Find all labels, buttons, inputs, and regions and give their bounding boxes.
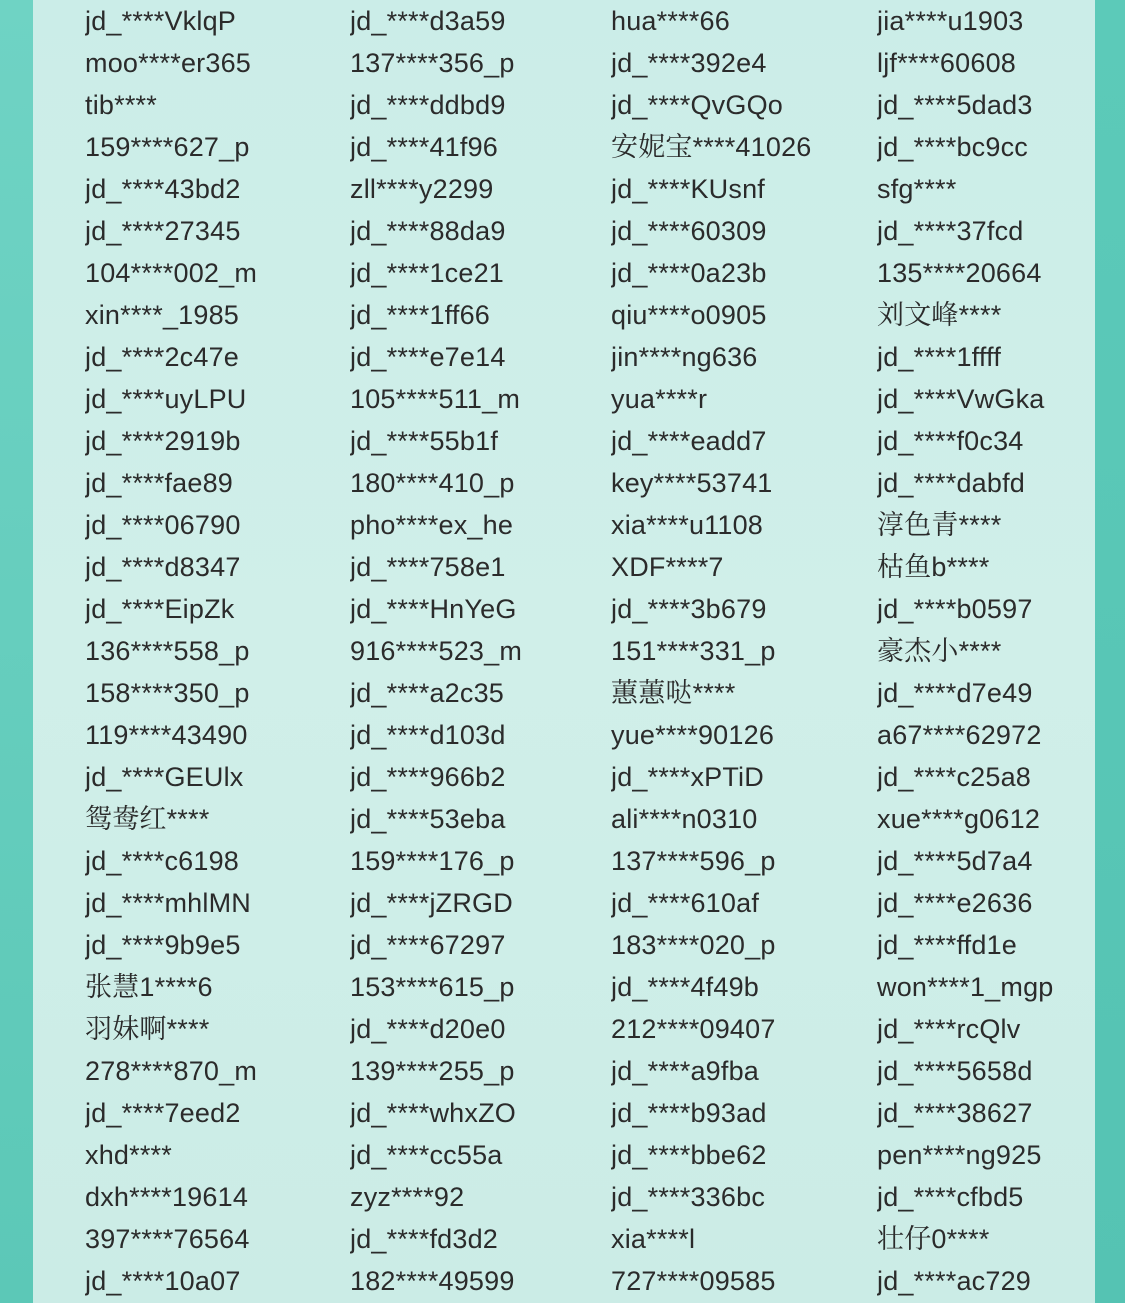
winner-name-cell: 727****09585 (611, 1266, 776, 1296)
winner-name-cell: jd_****mhlMN (85, 888, 251, 918)
winner-name-cell: jd_****27345 (85, 216, 241, 246)
winner-name-cell: jd_****jZRGD (350, 888, 513, 918)
winner-name-cell: jd_****06790 (85, 510, 241, 540)
winner-name-cell: jd_****d20e0 (350, 1014, 506, 1044)
winner-list-panel (33, 0, 1095, 1303)
winner-name-cell: jd_****38627 (877, 1098, 1033, 1128)
winner-name-cell: jd_****a2c35 (350, 678, 505, 708)
winner-name-cell: 羽妹啊**** (85, 1014, 210, 1044)
winner-name-cell: jd_****rcQlv (877, 1014, 1021, 1044)
winner-name-cell: 153****615_p (350, 972, 515, 1002)
winner-name-cell: xia****l (611, 1224, 696, 1254)
winner-name-cell: jd_****88da9 (350, 216, 506, 246)
winner-name-cell: xin****_1985 (85, 300, 240, 330)
winner-name-cell: jd_****ac729 (877, 1266, 1032, 1296)
winner-name-cell: jd_****9b9e5 (85, 930, 241, 960)
winner-name-cell: qiu****o0905 (611, 300, 767, 330)
winner-name-cell: 枯鱼b**** (877, 552, 990, 582)
winner-name-cell: jd_****d103d (350, 720, 506, 750)
winner-name-cell: won****1_mgp (877, 972, 1054, 1002)
winner-name-cell: jd_****VwGka (877, 384, 1045, 414)
winner-name-cell: jd_****ddbd9 (350, 90, 506, 120)
winner-name-cell: jd_****KUsnf (611, 174, 765, 204)
winner-name-cell: xue****g0612 (877, 804, 1041, 834)
winner-name-cell: jd_****bc9cc (877, 132, 1028, 162)
winner-name-cell: 105****511_m (350, 384, 521, 414)
winner-name-cell: 壮仔0**** (877, 1224, 990, 1254)
winner-name-cell: dxh****19614 (85, 1182, 249, 1212)
winner-name-cell: jd_****d8347 (85, 552, 241, 582)
winner-name-cell: jd_****a9fba (611, 1056, 760, 1086)
winner-name-cell: jd_****5d7a4 (877, 846, 1033, 876)
winner-name-cell: jd_****0a23b (611, 258, 767, 288)
winner-name-cell: jd_****758e1 (350, 552, 506, 582)
winner-name-cell: jd_****fae89 (85, 468, 234, 498)
winner-name-cell: 蕙蕙哒**** (611, 678, 736, 708)
winner-name-cell: jd_****cc55a (350, 1140, 503, 1170)
winner-name-cell: 158****350_p (85, 678, 250, 708)
winner-name-cell: xia****u1108 (611, 510, 764, 540)
winner-name-cell: jd_****b93ad (611, 1098, 767, 1128)
winner-name-cell: pho****ex_he (350, 510, 514, 540)
winner-name-grid (85, 0, 1095, 1302)
winner-name-cell: 安妮宝****41026 (611, 132, 812, 162)
winner-name-cell: 159****176_p (350, 846, 515, 876)
winner-name-cell: jd_****fd3d2 (350, 1224, 499, 1254)
winner-name-cell: jd_****1ce21 (350, 258, 505, 288)
winner-name-cell: jd_****b0597 (877, 594, 1033, 624)
winner-name-cell: jia****u1903 (877, 6, 1024, 36)
winner-name-cell: ljf****60608 (877, 48, 1017, 78)
winner-name-cell: jd_****bbe62 (611, 1140, 767, 1170)
winner-name-cell: jd_****55b1f (350, 426, 499, 456)
winner-name-cell: jin****ng636 (611, 342, 758, 372)
winner-name-cell: 916****523_m (350, 636, 523, 666)
winner-name-cell: jd_****336bc (611, 1182, 766, 1212)
winner-name-cell: 豪杰小**** (877, 636, 1002, 666)
winner-name-cell: jd_****HnYeG (350, 594, 517, 624)
winner-name-cell: jd_****QvGQo (611, 90, 783, 120)
winner-name-cell: tib**** (85, 90, 157, 120)
winner-name-cell: 183****020_p (611, 930, 776, 960)
winner-name-cell: jd_****2919b (85, 426, 241, 456)
winner-name-cell: a67****62972 (877, 720, 1042, 750)
winner-name-cell: 137****596_p (611, 846, 776, 876)
winner-name-cell: 鸳鸯红**** (85, 804, 210, 834)
winner-name-cell: jd_****4f49b (611, 972, 760, 1002)
winner-name-cell: jd_****41f96 (350, 132, 499, 162)
winner-name-cell: jd_****53eba (350, 804, 506, 834)
winner-name-cell: 137****356_p (350, 48, 515, 78)
winner-name-cell: XDF****7 (611, 552, 724, 582)
winner-name-cell: jd_****10a07 (85, 1266, 241, 1296)
winner-name-cell: jd_****EipZk (85, 594, 235, 624)
winner-name-cell: jd_****37fcd (877, 216, 1024, 246)
winner-name-cell: 278****870_m (85, 1056, 258, 1086)
winner-name-cell: 180****410_p (350, 468, 515, 498)
winner-name-cell: jd_****f0c34 (877, 426, 1024, 456)
winner-name-cell: zyz****92 (350, 1182, 465, 1212)
winner-name-cell: 182****49599 (350, 1266, 515, 1296)
left-border (0, 0, 33, 1303)
winner-name-cell: jd_****VklqP (85, 6, 236, 36)
winner-name-cell: key****53741 (611, 468, 773, 498)
right-border (1095, 0, 1125, 1303)
winner-name-cell: jd_****7eed2 (85, 1098, 241, 1128)
winner-name-cell: jd_****e7e14 (350, 342, 506, 372)
winner-name-cell: jd_****67297 (350, 930, 506, 960)
winner-name-cell: jd_****43bd2 (85, 174, 241, 204)
winner-name-cell: jd_****eadd7 (611, 426, 767, 456)
winner-name-cell: 397****76564 (85, 1224, 250, 1254)
winner-name-cell: jd_****966b2 (350, 762, 506, 792)
winner-name-cell: moo****er365 (85, 48, 252, 78)
winner-name-cell: 136****558_p (85, 636, 250, 666)
winner-name-cell: jd_****1ffff (877, 342, 1002, 372)
winner-name-cell: 刘文峰**** (877, 300, 1002, 330)
winner-name-cell: jd_****d3a59 (350, 6, 506, 36)
winner-name-cell: jd_****whxZO (350, 1098, 516, 1128)
winner-name-cell: 张慧1****6 (85, 972, 213, 1002)
winner-name-cell: jd_****GEUlx (85, 762, 244, 792)
winner-name-cell: jd_****c25a8 (877, 762, 1032, 792)
winner-name-cell: sfg**** (877, 174, 957, 204)
winner-name-cell: 159****627_p (85, 132, 250, 162)
winner-name-cell: 119****43490 (85, 720, 248, 750)
winner-name-cell: 135****20664 (877, 258, 1042, 288)
winner-name-cell: jd_****1ff66 (350, 300, 491, 330)
winner-name-cell: zll****y2299 (350, 174, 494, 204)
winner-name-cell: 212****09407 (611, 1014, 776, 1044)
winner-name-cell: yua****r (611, 384, 708, 414)
winner-name-cell: jd_****xPTiD (611, 762, 764, 792)
winner-name-cell: 151****331_p (611, 636, 776, 666)
winner-name-cell: yue****90126 (611, 720, 775, 750)
winner-name-cell: jd_****ffd1e (877, 930, 1018, 960)
winner-name-cell: jd_****d7e49 (877, 678, 1033, 708)
winner-name-cell: jd_****2c47e (85, 342, 240, 372)
winner-name-cell: jd_****uyLPU (85, 384, 247, 414)
winner-name-cell: jd_****dabfd (877, 468, 1026, 498)
winner-name-cell: jd_****5658d (877, 1056, 1033, 1086)
winner-name-cell: xhd**** (85, 1140, 172, 1170)
winner-name-cell: hua****66 (611, 6, 730, 36)
winner-name-cell: jd_****c6198 (85, 846, 240, 876)
winner-name-cell: jd_****610af (611, 888, 760, 918)
winner-name-cell: jd_****3b679 (611, 594, 767, 624)
winner-name-cell: jd_****392e4 (611, 48, 767, 78)
winner-name-cell: jd_****5dad3 (877, 90, 1033, 120)
winner-name-cell: jd_****e2636 (877, 888, 1033, 918)
winner-name-cell: 139****255_p (350, 1056, 515, 1086)
winner-name-cell: ali****n0310 (611, 804, 758, 834)
winner-name-cell: 104****002_m (85, 258, 258, 288)
winner-name-cell: jd_****60309 (611, 216, 767, 246)
winner-name-cell: jd_****cfbd5 (877, 1182, 1024, 1212)
winner-name-cell: pen****ng925 (877, 1140, 1042, 1170)
winner-name-cell: 淳色青**** (877, 510, 1002, 540)
